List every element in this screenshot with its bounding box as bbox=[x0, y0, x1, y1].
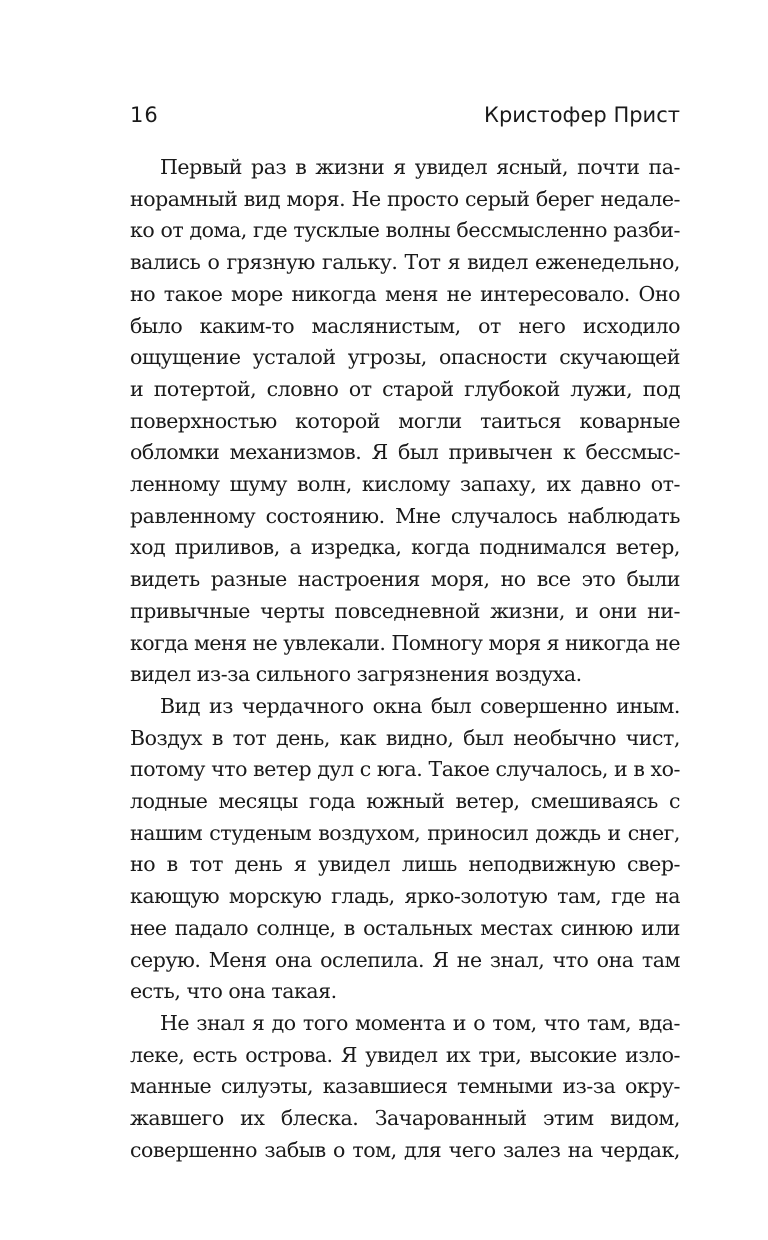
text-line: обломки механизмов. Я был привычен к бессмыс- bbox=[130, 440, 680, 465]
text-line: нашим студеным воздухом, приносил дождь и снег, bbox=[130, 820, 680, 845]
text-line: равленному состоянию. Мне случалось наблюдать bbox=[130, 503, 680, 528]
text-line: Первый раз в жизни я увидел ясный, почти па- bbox=[160, 155, 680, 179]
text-line: норамный вид моря. Не просто серый берег недале- bbox=[130, 186, 680, 211]
text-line: видел из-за сильного загрязнения воздуха. bbox=[130, 662, 582, 687]
text-line: потому что ветер дул с юга. Такое случалось, и в хо- bbox=[130, 757, 680, 782]
text-line: Вид из чердачного окна был совершенно иным. bbox=[160, 693, 680, 718]
text-line: жавшего их блеска. Зачарованный этим видом, bbox=[130, 1106, 680, 1131]
page-header bbox=[130, 98, 680, 138]
text-line: Воздух в тот день, как видно, был необычно чист, bbox=[130, 725, 680, 750]
text-line: было каким-то маслянистым, от него исходило bbox=[130, 313, 680, 338]
text-line: ленному шуму волн, кислому запаху, их давно от- bbox=[130, 472, 680, 497]
text-line: когда меня не увлекали. Помногу моря я никогда не bbox=[130, 630, 680, 655]
text-line: привычные черты повседневной жизни, и они ни- bbox=[130, 598, 680, 623]
paragraph-1 bbox=[130, 152, 680, 691]
page-number: 16 bbox=[130, 103, 159, 127]
text-line: но в тот день я увидел лишь неподвижную свер- bbox=[130, 852, 680, 877]
text-line: и потертой, словно от старой глубокой лужи, под bbox=[130, 376, 680, 401]
text-line: ход приливов, а изредка, когда поднимался ветер, bbox=[130, 535, 680, 560]
running-title: Кристофер Прист bbox=[484, 103, 680, 127]
text-line: манные силуэты, казавшиеся темными из-за окру- bbox=[130, 1074, 680, 1099]
text-line: но такое море никогда меня не интересовало. Оно bbox=[130, 281, 680, 306]
body-text bbox=[130, 152, 680, 1167]
paragraph-3 bbox=[130, 1008, 680, 1167]
text-line: вались о грязную гальку. Тот я видел еженедельно, bbox=[130, 250, 680, 275]
text-line: ко от дома, где тусклые волны бессмысленно разби- bbox=[130, 218, 680, 243]
text-line: лодные месяцы года южный ветер, смешиваясь с bbox=[130, 789, 680, 814]
text-line: видеть разные настроения моря, но все это были bbox=[130, 567, 680, 592]
text-line: леке, есть острова. Я увидел их три, высокие изло- bbox=[130, 1042, 680, 1067]
text-line: есть, что она такая. bbox=[130, 979, 337, 1004]
text-line: Не знал я до того момента и о том, что там, вда- bbox=[160, 1010, 680, 1035]
text-line: совершенно забыв о том, для чего залез на чердак, bbox=[130, 1137, 680, 1162]
text-line: ощущение усталой угрозы, опасности скучающей bbox=[130, 345, 680, 370]
paragraph-2 bbox=[130, 691, 680, 1008]
text-line: нее падало солнце, в остальных местах синюю или bbox=[130, 915, 680, 940]
text-line: серую. Меня она ослепила. Я не знал, что она там bbox=[130, 947, 680, 972]
text-line: поверхностью которой могли таиться коварные bbox=[130, 408, 680, 433]
text-line: кающую морскую гладь, ярко-золотую там, где на bbox=[130, 884, 680, 909]
